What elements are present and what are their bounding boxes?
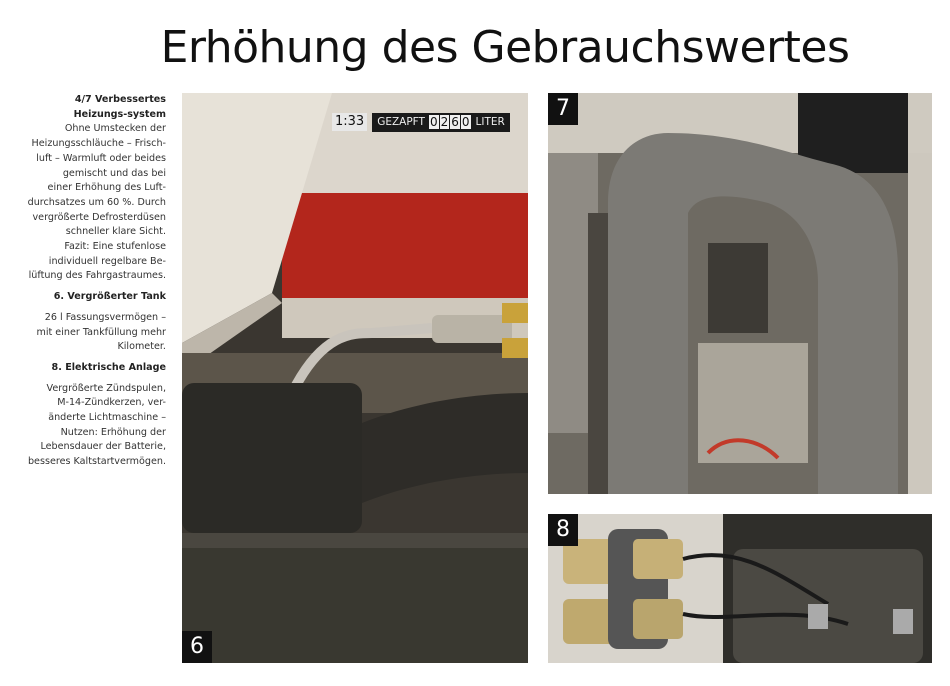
text-line: einer Erhöhung des Luft- [47,182,166,194]
text-line: individuell regelbare Be- [48,255,166,267]
pump-label: GEZAPFT [377,116,425,128]
text-line: schneller klare Sicht. [65,226,166,238]
section-body-tank [20,311,166,355]
pump-digit: 6 [451,114,459,129]
section-body-electrical [20,382,166,470]
text-line: luft – Warmluft oder beides [36,152,166,164]
pump-digit: 2 [440,114,449,129]
pump-digit: 0 [461,114,470,129]
text-line: M-14-Zündkerzen, ver- [57,397,166,409]
text-line: besseres Kaltstartvermögen. [27,456,166,468]
text-line: Vergrößerte Zündspulen, [46,382,166,394]
pump-unit: LITER [475,116,505,128]
pump-digits [429,113,472,132]
page-title: Erhöhung des Gebrauchswertes [160,22,850,73]
photo-ignition-coils [548,514,932,663]
text-line: mit einer Tankfüllung mehr [36,326,166,338]
text-line: Nutzen: Erhöhung der [60,426,166,438]
ignition-coils-illustration [548,514,932,663]
photo-fuel-tank [182,93,528,663]
photo-heating-hoses [548,93,932,494]
pump-counter [332,113,510,131]
text-line: gemischt und das bei [62,167,166,179]
text-line: Kilometer. [117,341,166,353]
text-line: 26 l Fassungsvermögen – [44,311,166,323]
text-line: Fazit: Eine stufenlose [64,241,166,253]
section-body-heating [20,122,166,284]
photo-number-badge: 6 [182,631,212,663]
fuel-tank-illustration [182,93,528,663]
text-line: durchsatzes um 60 %. Durch [27,196,166,208]
text-line: vergrößerte Defrosterdüsen [32,211,166,223]
section-heading-heating: 4/7 Verbessertes Heizungs-system [73,94,166,120]
text-line: Lebensdauer der Batterie, [40,441,166,453]
section-heading-tank: 6. Vergrößerter Tank [53,291,166,303]
heating-hoses-illustration [548,93,932,494]
text-line: Heizungsschläuche – Frisch- [31,138,166,150]
text-line: änderte Lichtmaschine – [48,412,166,424]
pump-display [372,113,510,132]
text-line: Ohne Umstecken der [64,123,166,135]
text-column [20,93,166,470]
photo-number-badge: 7 [548,93,578,125]
text-line: lüftung des Fahrgastraumes. [28,270,166,282]
pump-time: 1:33 [332,113,367,131]
section-heading-electrical: 8. Elektrische Anlage [51,361,166,373]
pump-digit: 0 [429,114,438,129]
photo-number-badge: 8 [548,514,578,546]
